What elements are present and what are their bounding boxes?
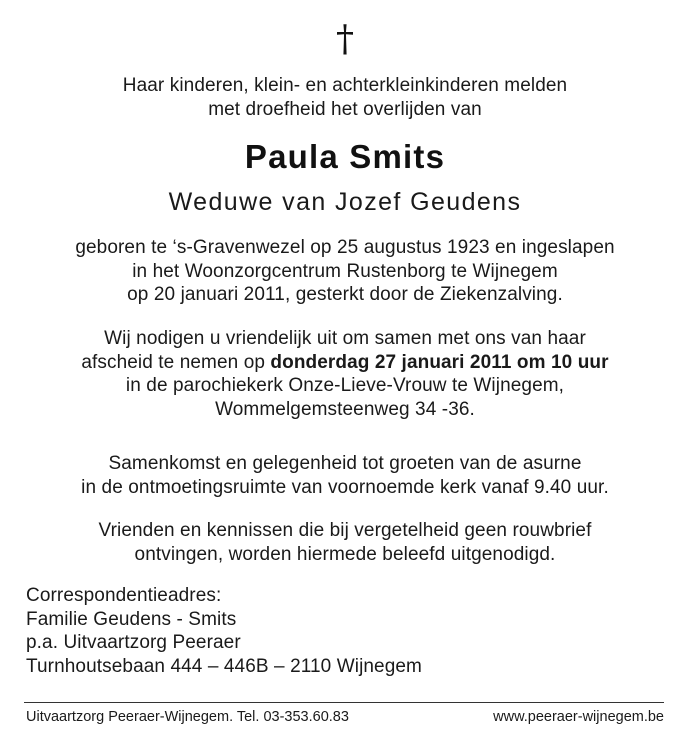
gathering-line: Samenkomst en gelegenheid tot groeten van de asurne [108,453,582,474]
cross-icon: † [336,19,354,60]
birth-line: geboren te ‘s-Gravenwezel op 25 augustus 1923 en ingeslapen [75,237,615,258]
address-line: Turnhoutsebaan 444 – 446B – 2110 Wijnegem [26,655,422,677]
birth-details [0,236,690,307]
invite-line: Wommelgemsteenweg 34 -36. [215,398,475,420]
birth-line: op 20 januari 2011, gesterkt door de Ziekenzalving. [127,284,563,305]
intro-line: Haar kinderen, klein- en achterkleinkinderen melden [122,75,568,96]
funeral-invitation [0,327,690,421]
birth-line: in het Woonzorgcentrum Rustenborg te Wijnegem [132,260,558,282]
gathering-line: in de ontmoetingsruimte van voornoemde kerk vanaf 9.40 uur. [81,476,609,498]
invite-line [0,351,690,375]
friends-notice [0,519,690,566]
address-label: Correspondentieadres: [26,585,222,606]
address-line: p.a. Uitvaartzorg Peeraer [26,632,241,653]
invite-line: Wij nodigen u vriendelijk uit om samen met ons van haar [104,328,586,349]
funeral-datetime: donderdag 27 januari 2011 om 10 uur [270,351,609,373]
widow-of: Weduwe van Jozef Geudens [168,188,522,216]
address-line: Familie Geudens - Smits [26,608,237,630]
deceased-name: Paula Smits [244,138,446,175]
friends-line: ontvingen, worden hiermede beleefd uitgenodigd. [134,543,556,565]
footer-website: www.peeraer-wijnegem.be [493,709,664,725]
footer-contact: Uitvaartzorg Peeraer-Wijnegem. Tel. 03-353.60.83 [26,709,349,725]
footer [26,708,664,726]
invite-line: in de parochiekerk Onze-Lieve-Vrouw te Wijnegem, [125,375,565,396]
friends-line: Vrienden en kennissen die bij vergetelheid geen rouwbrief [98,520,592,541]
gathering-info [0,452,690,499]
invite-prefix: afscheid te nemen op [81,351,271,373]
intro-line: met droefheid het overlijden van [208,98,482,120]
correspondence-address [26,584,422,678]
footer-divider [24,702,664,703]
intro-text [0,74,690,121]
